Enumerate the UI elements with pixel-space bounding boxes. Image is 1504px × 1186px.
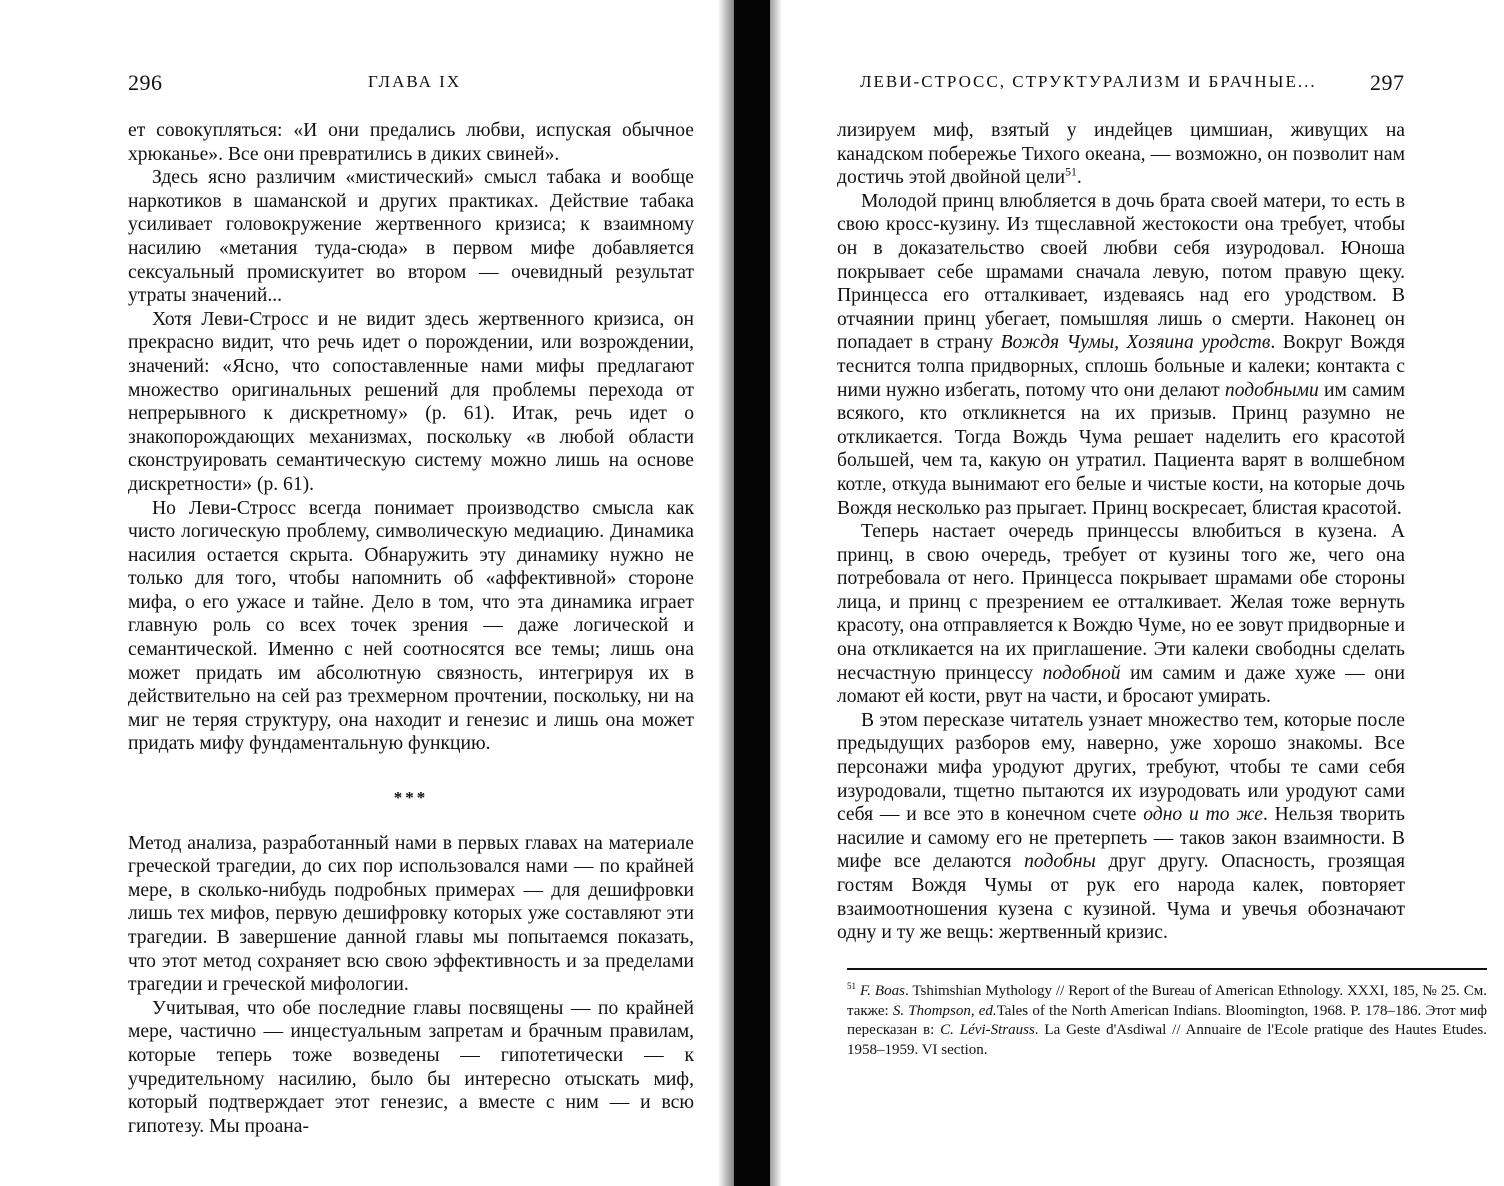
paragraph: Но Леви-Стросс всегда понимает производство смысла как чисто логическую проблему, символическую медиацию. Динамика насилия остается скрыта. Обнаружить эту динамику нужно не только для того, чтобы напомнить об «аффективной» стороне мифа, о его ужасе и тайне. Дело в том, что эта динамика играет главную роль со всех точек зрения — даже логической и семантической. Именно с ней соотносятся все темы; лишь она может придать им абсолютную связность, интегрируя их в действительно на сей раз трехмерном прочтении, поскольку, ни на миг не теряя структуру, она находит и генезис и лишь она может придать мифу фундаментальную функцию.	[128, 497, 694, 755]
running-head-left: ГЛАВА IX	[368, 72, 462, 91]
page-number-left: 296	[128, 70, 163, 95]
book-gutter	[734, 0, 770, 1186]
footnote: $^{51}$ F. Boas. Tshimshian Mythology // Report of the Bureau of American Ethnology. XXXI, 185, № 25. См. также: S. Thompson, ed.Tales of the North American Indians. Bloomington, 1968. P. 178–186. Этот миф пересказан в: C. Lévi-Strauss. La Geste d'Asdiwal // Annuaire de l'Ecole pratique des Hautes Etudes. 1958–1959. VI section.	[847, 981, 1488, 1058]
paragraph: Учитывая, что обе последние главы посвящены — по крайней мере, частично — инцестуальным запретам и брачным правилам, которые теперь тоже возведены — гипотетически — к учредительному насилию, было бы интересно отыскать миф, который подтверждает этот генезис, а вместе с ним — и всю гипотезу. Мы проана-	[128, 997, 694, 1137]
paragraph: В этом пересказе читатель узнает множество тем, которые после предыдущих разборов ему, наверно, уже хорошо знакомы. Все персонажи мифа уродуют других, требуют, чтобы те сами себя изуродовали, тщетно пытаются их изуродовать или уродуют сами себя — и все это в конечном счете одно и то же. Нельзя творить насилие и самому его не претерпеть — таков закон взаимности. В мифе все делаются подобны друг другу. Опасность, грозящая гостям Вождя Чумы от рук его народа калек, повторяет взаимоотношения кузена с кузиной. Чума и увечья обозначают одну и ту же вещь: жертвенный кризис.	[837, 709, 1405, 944]
left-body	[128, 119, 694, 1138]
paragraph: Молодой принц влюбляется в дочь брата своей матери, то есть в свою кросс-кузину. Из тщеславной жестокости она требует, чтобы он в доказательство своей любви себя изуродовал. Юноша покрывает себе шрамами сначала левую, потом правую щеку. Принцесса его отталкивает, издеваясь над его уродством. В отчаянии принц убегает, помышляя лишь о смерти. Наконец он попадает в страну Вождя Чумы, Хозяина уродств. Вокруг Вождя теснится толпа придворных, сплошь больные и калеки; контакта с ними нужно избегать, потому что они делают подобными им самим всякого, кто откликнется на их призыв. Принц разумно не откликается. Тогда Вождь Чума решает наделить его красотой большей, чем та, какую он утратил. Пациента варят в волшебном котле, откуда вынимают его белые и чистые кости, на которые дочь Вождя несколько раз прыгает. Принц воскресает, блистая красотой.	[837, 190, 1406, 519]
page-number-right: 297	[1370, 70, 1405, 95]
italic-phrase: подобны	[1024, 851, 1096, 873]
italic-phrase: подобными	[1224, 379, 1319, 401]
section-separator: ***	[393, 788, 429, 808]
footnote-ref: 51	[1065, 165, 1077, 179]
italic-phrase: подобной	[1042, 662, 1121, 684]
paragraph: Теперь настает очередь принцессы влюбиться в кузена. А принц, в свою очередь, требует от кузины того же, чего она потребовала от него. Принцесса покрывает шрамами обе стороны лица, и принц с презрением ее отталкивает. Желая тоже вернуть красоту, она отправляется к Вождю Чуме, но ее зовут придворные и она откликается на их приглашение. Эти калеки свободны сделать несчастную принцессу подобной им самим и даже хуже — они ломают ей кости, рвут на части, и бросают умирать.	[837, 521, 1405, 708]
paragraph: ет совокупляться: «И они предались любви, испуская обычное хрюканье». Все они превратились в диких свиней».	[128, 120, 694, 165]
right-body	[837, 119, 1405, 945]
italic-phrase: Вождя Чумы, Хозяина уродств	[1000, 332, 1271, 354]
left-page	[0, 0, 734, 1186]
paragraph: Метод анализа, разработанный нами в первых главах на материале греческой трагедии, до сих пор использовался нами — по крайней мере, в сколько-нибудь подробных примерах — для дешифровки лишь тех мифов, первую дешифровку которых уже составляют эти трагедии. В завершение данной главы мы попытаемся показать, что этот метод сохраняет всю свою эффективность и за пределами трагедии и греческой мифологии.	[128, 832, 694, 996]
paragraph: лизируем миф, взятый у индейцев цимшиан, живущих на канадском побережье Тихого океана, — возможно, он позволит нам достичь этой двойной цели$^{51}$.	[837, 120, 1405, 189]
paragraph: Хотя Леви-Стросс и не видит здесь жертвенного кризиса, он прекрасно видит, что речь идет о порождении, или возрождении, значений: «Ясно, что сопоставленные нами мифы предлагают множество оригинальных решений для проблемы перехода от непрерывного к дискретному» (р. 61). Итак, речь идет о знакопорождающих механизмах, поскольку «в любой области сконструировать семантическую систему можно лишь на основе дискретности» (р. 61).	[128, 308, 694, 495]
running-head-right: ЛЕВИ-СТРОСС, СТРУКТУРАЛИЗМ И БРАЧНЫЕ...	[860, 72, 1317, 91]
footnote-rule	[847, 968, 1487, 970]
right-page	[770, 0, 1504, 1186]
paragraph: Здесь ясно различим «мистический» смысл табака и вообще наркотиков в шаманской и других практиках. Действие табака усиливает головокружение жертвенного кризиса; к взаимному насилию «метания туда-сюда» в первом мифе добавляется сексуальный промискуитет во втором — очевидный результат утраты значений...	[128, 167, 694, 307]
italic-phrase: одно и то же	[1143, 804, 1263, 826]
